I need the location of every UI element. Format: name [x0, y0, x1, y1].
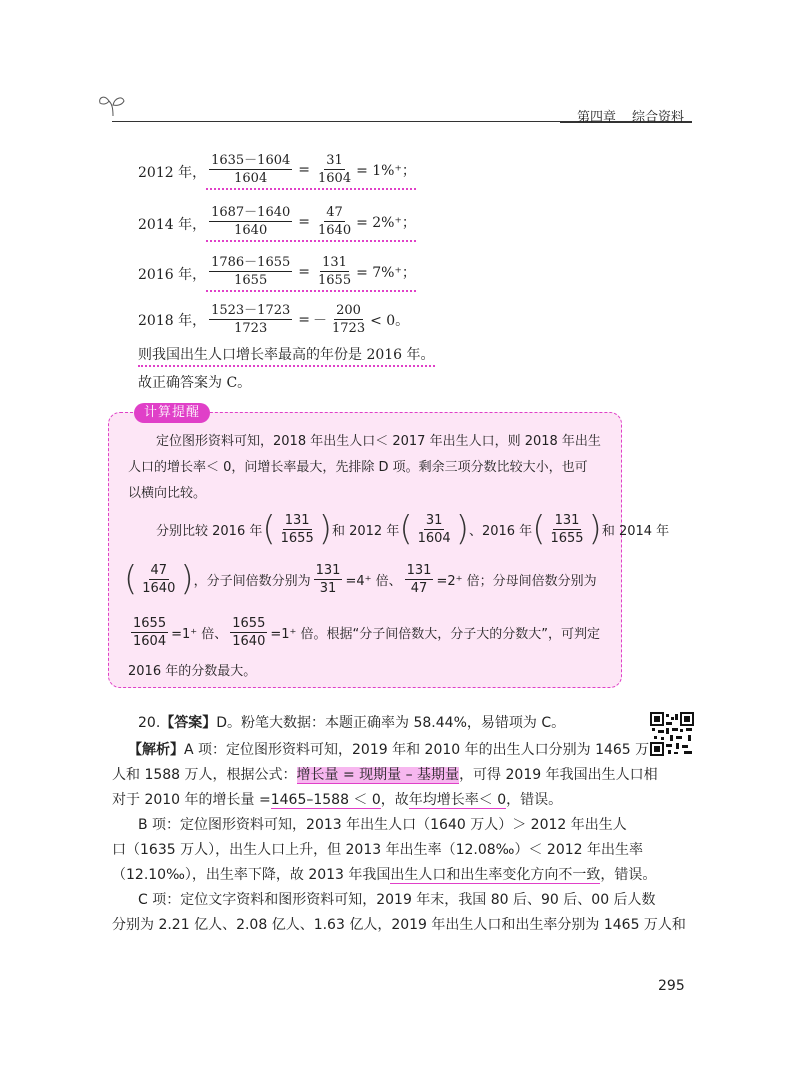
conclusion-text: 则我国出生人口增长率最高的年份是 2016 年。 — [138, 344, 435, 364]
fraction: $\frac{47}{1640}$ — [318, 205, 352, 238]
fraction: $\frac{131}{1655}$ — [318, 255, 352, 288]
q20-option-c-line: C 项：定位文字资料和图形资料可知，2019 年末，我国 80 后、90 后、00 后人数 — [138, 892, 656, 908]
fraction: $\frac{200}{1723}$ — [332, 303, 366, 336]
leaf-ornament-icon — [98, 92, 128, 118]
q20-option-a-line: 人和 1588 万人，根据公式：增长量 = 现期量 – 基期量，可得 2019 年我国出生人口相 — [112, 767, 658, 783]
qr-code-icon — [650, 712, 694, 756]
tip-line: 人口的增长率＜ 0，问增长率最大，先排除 D 项。剩余三项分数比较大小，也可 — [128, 460, 588, 475]
tip-tag: 计算提醒 — [134, 403, 210, 423]
fraction: $\frac{1635-1604}{1604}$ — [211, 153, 291, 186]
tip-line: 2016 年的分数最大。 — [128, 664, 257, 679]
tip-ratio-line: ( $\frac{47}{1640}$ ) ，分子间倍数分别为 $\frac{131}{31}$ =4⁺ 倍、 $\frac{131}{47}$ =2⁺ 倍；分母间倍数分别为 — [124, 559, 597, 599]
calc-row-2012: 2012 年， $\frac{1635-1604}{1604}$ = $\frac{31}{1604}$ = 1%⁺； — [138, 153, 416, 190]
fraction: $\frac{1523-1723}{1723}$ — [211, 303, 291, 336]
q20-option-b-line: 口（1635 万人），出生人口上升，但 2013 年出生率（12.08‰）＜ 2012 年出生率 — [112, 842, 644, 858]
formula-highlight: 增长量 = 现期量 – 基期量 — [296, 767, 460, 783]
calc-row-2018: 2018 年， $\frac{1523-1723}{1723}$ = － $\frac{200}{1723}$ < 0。 — [138, 303, 410, 336]
q20-option-b-line: B 项：定位图形资料可知，2013 年出生人口（1640 万人）＞ 2012 年出生人 — [138, 817, 627, 833]
running-header — [577, 106, 684, 125]
q20-option-b-line: （12.10‰），出生率下降，故 2013 年我国出生人口和出生率变化方向不一致，错误。 — [112, 867, 657, 883]
fraction: $\frac{1786-1655}{1655}$ — [211, 255, 291, 288]
q20-option-a-line: 【解析】A 项：定位图形资料可知，2019 年和 2010 年的出生人口分别为 1465 万 — [128, 742, 650, 758]
calc-row-2016: 2016 年， $\frac{1786-1655}{1655}$ = $\frac{131}{1655}$ = 7%⁺； — [138, 255, 416, 292]
tip-line: 定位图形资料可知，2018 年出生人口＜ 2017 年出生人口，则 2018 年出生 — [156, 434, 601, 449]
answer-text: 故正确答案为 C。 — [138, 375, 252, 391]
tip-line: 以横向比较。 — [128, 486, 207, 501]
tip-denominator-line: $\frac{1655}{1604}$ =1⁺ 倍、 $\frac{1655}{1640}$ =1⁺ 倍。根据“分子间倍数大，分子大的分数大”，可判定 — [133, 616, 600, 649]
page-number: 295 — [658, 978, 685, 994]
tip-compare-line: 分别比较 2016 年 ( $\frac{131}{1655}$ ) 和 2012 年 ( $\frac{31}{1604}$ ) 、2016 年 ( $\frac{131}{1655}$ ) 和 2014 年 — [156, 509, 670, 549]
calc-row-2014: 2014 年， $\frac{1687-1640}{1640}$ = $\frac{47}{1640}$ = 2%⁺； — [138, 205, 416, 242]
q20-answer: 20.【答案】D。粉笔大数据：本题正确率为 58.44%，易错项为 C。 — [138, 715, 566, 731]
fraction: $\frac{31}{1604}$ — [318, 153, 352, 186]
q20-option-c-line: 分别为 2.21 亿人、2.08 亿人、1.63 亿人，2019 年出生人口和出生率分别为 1465 万人和 — [112, 917, 686, 933]
fraction: $\frac{1687-1640}{1640}$ — [211, 205, 291, 238]
q20-option-a-line: 对于 2010 年的增长量 =1465–1588 ＜ 0，故年均增长率＜ 0，错误。 — [112, 792, 563, 808]
chapter-label: 第四章 — [577, 110, 617, 125]
section-label: 综合资料 — [632, 110, 685, 125]
